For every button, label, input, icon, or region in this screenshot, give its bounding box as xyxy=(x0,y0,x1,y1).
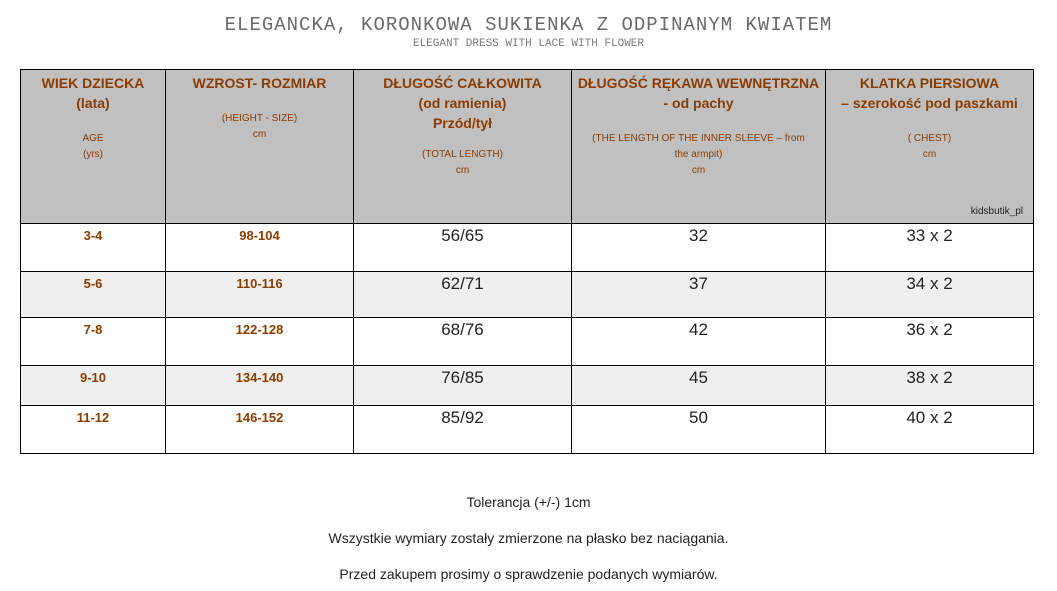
cell-chest: 38 x 2 xyxy=(826,366,1034,406)
cell-chest: 40 x 2 xyxy=(826,406,1034,454)
cell-age: 11-12 xyxy=(21,406,166,454)
tolerance-note: Tolerancja (+/-) 1cm xyxy=(466,494,591,510)
header-age-label: WIEK DZIECKA (lata) xyxy=(41,75,145,111)
cell-chest: 33 x 2 xyxy=(826,224,1034,272)
cell-length: 62/71 xyxy=(354,272,572,318)
page-subtitle: ELEGANT DRESS WITH LACE WITH FLOWER xyxy=(412,38,645,50)
header-sleeve-label: DŁUGOŚĆ RĘKAWA WEWNĘTRZNA - od pachy xyxy=(577,75,820,111)
cell-sleeve: 37 xyxy=(572,272,826,318)
table-row xyxy=(21,406,1034,454)
cell-length: 76/85 xyxy=(354,366,572,406)
header-sleeve-en: (THE LENGTH OF THE INNER SLEEVE – from the armpit) cm xyxy=(592,133,805,176)
cell-height: 134-140 xyxy=(166,366,354,406)
cell-height: 98-104 xyxy=(166,224,354,272)
header-row xyxy=(21,70,1034,224)
cell-age: 5-6 xyxy=(21,272,166,318)
size-table xyxy=(20,69,1034,454)
measurement-note: Wszystkie wymiary zostały zmierzone na płasko bez naciągania. xyxy=(328,530,729,546)
check-note: Przed zakupem prosimy o sprawdzenie podanych wymiarów. xyxy=(339,566,718,582)
header-height-en: (HEIGHT - SIZE) cm xyxy=(221,113,298,140)
cell-height: 146-152 xyxy=(166,406,354,454)
header-chest xyxy=(826,70,1034,224)
cell-age: 7-8 xyxy=(21,318,166,366)
cell-height: 110-116 xyxy=(166,272,354,318)
cell-length: 68/76 xyxy=(354,318,572,366)
table-row xyxy=(21,366,1034,406)
cell-height: 122-128 xyxy=(166,318,354,366)
header-age xyxy=(21,70,166,224)
cell-sleeve: 32 xyxy=(572,224,826,272)
cell-sleeve: 45 xyxy=(572,366,826,406)
cell-sleeve: 50 xyxy=(572,406,826,454)
header-height xyxy=(166,70,354,224)
page-title: ELEGANCKA, KORONKOWA SUKIENKA Z ODPINANYM KWIATEM xyxy=(224,14,833,36)
cell-sleeve: 42 xyxy=(572,318,826,366)
header-age-en: AGE (yrs) xyxy=(82,133,104,160)
cell-length: 56/65 xyxy=(354,224,572,272)
header-length xyxy=(354,70,572,224)
table-row xyxy=(21,318,1034,366)
cell-chest: 36 x 2 xyxy=(826,318,1034,366)
cell-age: 3-4 xyxy=(21,224,166,272)
header-chest-en: ( CHEST) cm xyxy=(907,133,952,160)
table-row xyxy=(21,272,1034,318)
header-length-label: DŁUGOŚĆ CAŁKOWITA (od ramienia) Przód/tył xyxy=(383,75,542,131)
table-row xyxy=(21,224,1034,272)
cell-chest: 34 x 2 xyxy=(826,272,1034,318)
header-sleeve xyxy=(572,70,826,224)
watermark-text: kidsbutik_pl xyxy=(970,206,1023,217)
cell-length: 85/92 xyxy=(354,406,572,454)
cell-age: 9-10 xyxy=(21,366,166,406)
header-chest-label: KLATKA PIERSIOWA – szerokość pod paszkami xyxy=(841,75,1018,111)
header-height-label: WZROST- ROZMIAR xyxy=(192,75,327,91)
header-length-en: (TOTAL LENGTH) cm xyxy=(422,149,503,176)
